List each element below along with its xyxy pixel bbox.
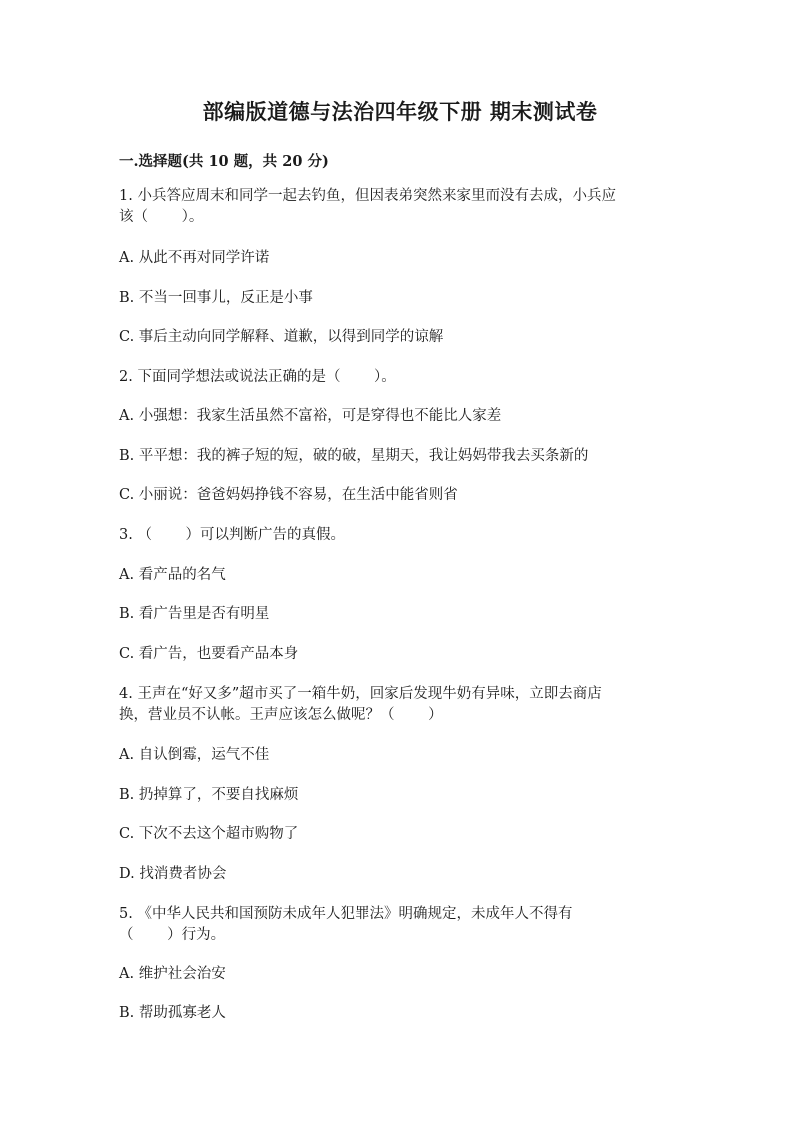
question-1-option-c: C. 事后主动向同学解释、道歉，以得到同学的谅解	[119, 329, 444, 345]
question-2-stem: 2. 下面同学想法或说法正确的是（ ）。	[119, 369, 396, 385]
question-4-option-c: C. 下次不去这个超市购物了	[119, 826, 299, 842]
question-3-option-a: A. 看产品的名气	[119, 567, 226, 583]
page-title: 部编版道德与法治四年级下册 期末测试卷	[202, 99, 598, 124]
question-4-option-a: A. 自认倒霉，运气不佳	[119, 747, 270, 763]
question-3-option-b: B. 看广告里是否有明星	[119, 606, 270, 622]
question-3-stem: 3. （ ）可以判断广告的真假。	[119, 527, 346, 543]
question-5-stem-line-2: （ ）行为。	[119, 927, 226, 943]
question-1-stem-line-1: 1. 小兵答应周末和同学一起去钓鱼，但因表弟突然来家里而没有去成，小兵应	[119, 188, 616, 204]
question-1-stem-line-2: 该（ ）。	[119, 209, 204, 225]
question-2-option-b: B. 平平想：我的裤子短的短，破的破，星期天，我让妈妈带我去买条新的	[119, 448, 589, 464]
question-4-option-d: D. 找消费者协会	[119, 866, 227, 882]
question-3-option-c: C. 看广告，也要看产品本身	[119, 646, 299, 662]
question-1-option-b: B. 不当一回事儿，反正是小事	[119, 290, 313, 306]
question-4-option-b: B. 扔掉算了，不要自找麻烦	[119, 787, 299, 803]
question-5-option-b: B. 帮助孤寡老人	[119, 1005, 226, 1021]
question-2-option-c: C. 小丽说：爸爸妈妈挣钱不容易，在生活中能省则省	[119, 487, 458, 503]
question-5-option-a: A. 维护社会治安	[119, 966, 226, 982]
question-1-option-a: A. 从此不再对同学许诺	[119, 250, 270, 266]
question-4-stem-line-1: 4. 王声在“好又多”超市买了一箱牛奶，回家后发现牛奶有异味，立即去商店	[119, 686, 602, 702]
question-4-stem-line-2: 换，营业员不认帐。王声应该怎么做呢？（ ）	[119, 707, 443, 723]
question-2-option-a: A. 小强想：我家生活虽然不富裕，可是穿得也不能比人家差	[119, 408, 502, 424]
question-5-stem-line-1: 5. 《中华人民共和国预防未成年人犯罪法》明确规定，未成年人不得有	[119, 906, 573, 922]
section-heading: 一.选择题(共 10 题，共 20 分)	[119, 153, 329, 170]
